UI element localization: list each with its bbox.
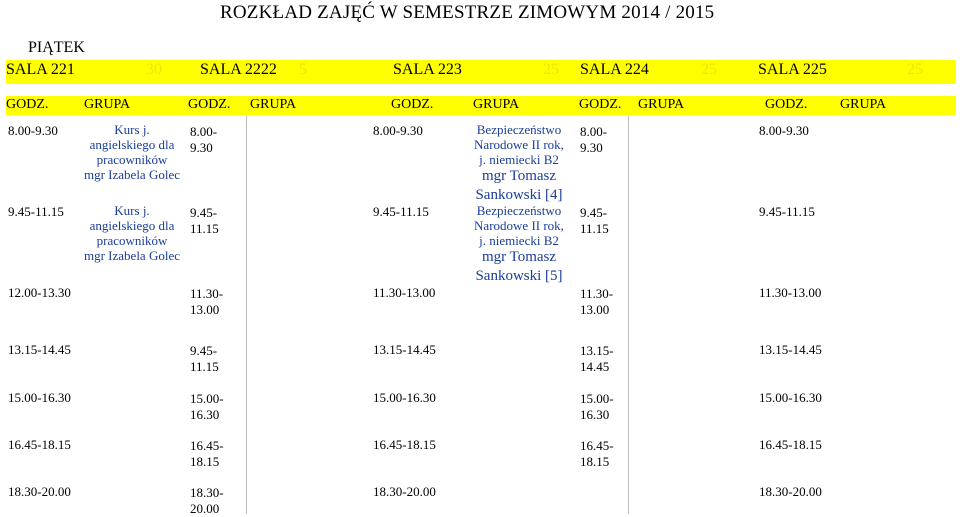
room-222-capacity: 5 [299,61,307,78]
header-godz-2: GODZ. [188,97,231,112]
column-divider [628,116,629,514]
time-slot: 18.30-20.00 [759,484,822,499]
room-224-capacity: 25 [701,61,717,78]
time-slot: 11.30-13.00 [373,285,436,300]
time-slot: 8.00-9.30 [373,123,423,138]
lesson-teacher: mgr Izabela Golec [83,167,180,182]
header-grupa-3: GRUPA [473,97,520,112]
day-label: PIĄTEK [28,39,85,56]
lesson-line: Narodowe II rok, [474,137,564,152]
time-slot: 13.15-14.45 [759,342,822,357]
lesson-line: Bezpieczeństwo [476,203,562,218]
time-slot: 18.30-20.00 [373,484,436,499]
time-slot: 8.00-9.30 [759,123,809,138]
header-godz-3: GODZ. [391,97,434,112]
time-slot: 11.30- 13.00 [190,286,224,317]
room-222-label: SALA 2222 [200,61,277,78]
header-grupa-1: GRUPA [84,97,131,112]
time-slot: 15.00-16.30 [8,390,71,405]
time-slot: 16.45-18.15 [759,437,822,452]
header-grupa-4: GRUPA [638,97,685,112]
header-godz-5: GODZ. [765,97,808,112]
time-slot: 13.15-14.45 [8,342,71,357]
time-slot: 11.30- 13.00 [580,286,614,317]
room-224-label: SALA 224 [580,61,649,78]
time-slot: 12.00-13.30 [8,285,71,300]
header-godz-1: GODZ. [6,97,49,112]
room-221-capacity: 30 [146,61,162,78]
time-slot: 9.45-11.15 [759,204,815,219]
time-slot: 8.00-9.30 [8,123,58,138]
lesson-line: Bezpieczeństwo [476,122,562,137]
time-slot: 9.45-11.15 [8,204,64,219]
time-slot: 9.45- 11.15 [190,343,219,374]
time-slot: 9.45- 11.15 [580,205,609,236]
lesson-teacher: mgr Izabela Golec [83,248,180,263]
time-slot: 16.45-18.15 [373,437,436,452]
time-slot: 11.30-13.00 [759,285,822,300]
lesson-line: angielskiego dla [89,218,175,233]
time-slot: 18.30-20.00 [8,484,71,499]
time-slot: 16.45- 18.15 [580,438,614,469]
header-grupa-5: GRUPA [840,97,887,112]
time-slot: 15.00- 16.30 [580,391,614,422]
lesson-line: j. niemiecki B2 [479,233,559,248]
time-slot: 9.45-11.15 [373,204,429,219]
time-slot: 16.45- 18.15 [190,438,224,469]
room-225-capacity: 25 [907,61,923,78]
room-223-capacity: 25 [543,61,559,78]
lesson-national-security [464,203,574,286]
lesson-line: j. niemiecki B2 [479,152,559,167]
time-slot: 15.00-16.30 [373,390,436,405]
room-225-label: SALA 225 [758,61,827,78]
lesson-group: Sankowski [4] [475,187,563,203]
header-godz-4: GODZ. [579,97,622,112]
lesson-line: pracowników [96,233,168,248]
room-223-label: SALA 223 [393,61,462,78]
time-slot: 8.00- 9.30 [190,124,218,155]
lesson-line: angielskiego dla [89,137,175,152]
lesson-teacher: mgr Tomasz [481,249,557,265]
room-221-label: SALA 221 [6,61,75,78]
lesson-group: Sankowski [5] [475,268,563,284]
lesson-english-course [76,122,188,182]
lesson-line: Kurs j. [114,203,150,218]
lesson-english-course [76,203,188,263]
time-slot: 13.15- 14.45 [580,343,614,374]
time-slot: 8.00- 9.30 [580,124,608,155]
lesson-teacher: mgr Tomasz [481,168,557,184]
lesson-line: pracowników [96,152,168,167]
page-title: ROZKŁAD ZAJĘĆ W SEMESTRZE ZIMOWYM 2014 / 2015 [220,2,715,23]
header-grupa-2: GRUPA [250,97,297,112]
lesson-national-security [464,122,574,205]
time-slot: 13.15-14.45 [373,342,436,357]
lesson-line: Narodowe II rok, [474,218,564,233]
time-slot: 9.45- 11.15 [190,205,219,236]
lesson-line: Kurs j. [114,122,150,137]
column-divider [246,116,247,514]
time-slot: 15.00-16.30 [759,390,822,405]
time-slot: 18.30- 20.00 [190,485,224,516]
time-slot: 16.45-18.15 [8,437,71,452]
time-slot: 15.00- 16.30 [190,391,224,422]
